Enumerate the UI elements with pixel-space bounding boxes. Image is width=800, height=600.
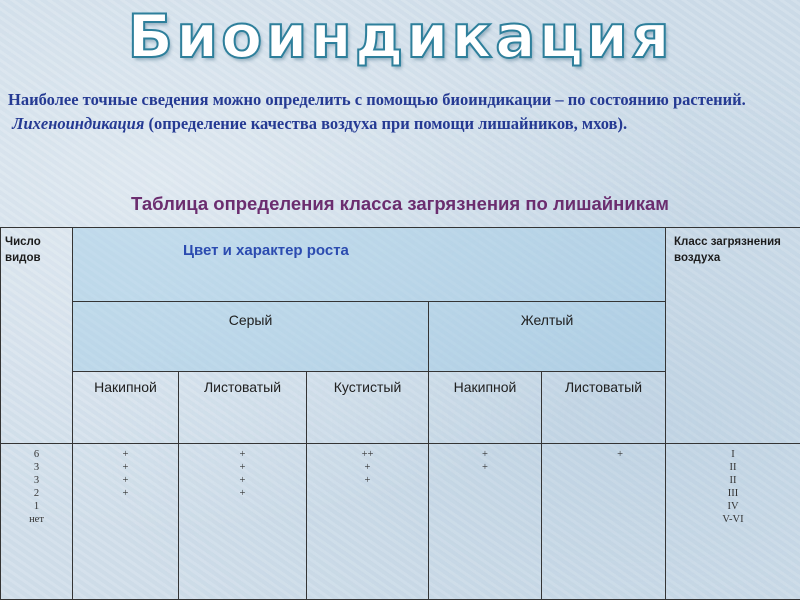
intro-paragraph-1: Наиболее точные сведения можно определить с помощью биоиндикации – по состоянию растений. bbox=[8, 90, 746, 109]
data-gray-crustose: + + + + bbox=[73, 444, 179, 600]
header-yellow-crustose: Накипной bbox=[429, 372, 542, 444]
header-gray: Серый bbox=[73, 302, 429, 372]
header-color-growth: Цвет и характер роста bbox=[73, 228, 666, 302]
data-gray-fruticose: ++ + + bbox=[307, 444, 429, 600]
header-gray-crustose: Накипной bbox=[73, 372, 179, 444]
header-yellow: Желтый bbox=[429, 302, 666, 372]
intro-paragraph-2 bbox=[8, 112, 788, 136]
intro-text bbox=[8, 88, 788, 136]
lichen-pollution-table bbox=[0, 227, 800, 600]
header-gray-fruticose: Кустистый bbox=[307, 372, 429, 444]
page-title: Биоиндикация bbox=[127, 2, 673, 72]
header-gray-foliose: Листоватый bbox=[179, 372, 307, 444]
header-species-count: Число видов bbox=[1, 228, 73, 444]
header-yellow-foliose: Листоватый bbox=[542, 372, 666, 444]
table-caption: Таблица определения класса загрязнения по лишайникам bbox=[131, 193, 669, 214]
data-yellow-crustose: + + bbox=[429, 444, 542, 600]
lichen-indication-term: Лихеноиндикация bbox=[12, 114, 145, 133]
lichen-indication-description: (определение качества воздуха при помощи лишайников, мхов). bbox=[144, 114, 628, 133]
data-gray-foliose: + + + + bbox=[179, 444, 307, 600]
header-pollution-class: Класс загрязнения воздуха bbox=[666, 228, 800, 444]
data-yellow-foliose: + bbox=[542, 444, 666, 600]
data-pollution-class: I II II III IV V-VI bbox=[666, 444, 800, 600]
data-species-count: 6 3 3 2 1 нет bbox=[1, 444, 73, 600]
